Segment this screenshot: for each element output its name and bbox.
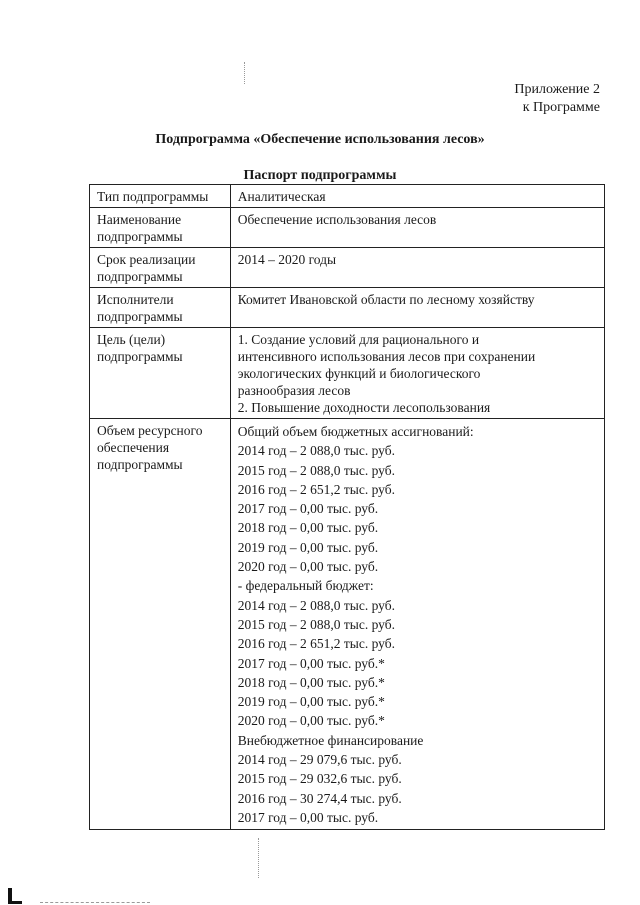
goals-label-line1: Цель (цели) (97, 332, 166, 347)
scan-artifact-dashes (40, 902, 150, 903)
row-goals (90, 328, 605, 419)
funding-line: 2017 год – 0,00 тыс. руб. (237, 501, 379, 517)
funding-line: 2015 год – 2 088,0 тыс. руб. (237, 462, 395, 478)
funding-line: 2014 год – 29 079,6 тыс. руб. (237, 752, 402, 768)
term-label-line2: подпрограммы (97, 269, 183, 284)
name-label-line1: Наименование (97, 212, 182, 227)
goal1-line1: 1. Создание условий для рационального и (237, 332, 480, 347)
funding-line: 2017 год – 0,00 тыс. руб. (237, 809, 379, 825)
funding-line: 2018 год – 0,00 тыс. руб. (237, 520, 379, 536)
row-type (90, 185, 605, 208)
scan-corner-mark-base (8, 901, 22, 904)
goals-value (230, 328, 604, 419)
goals-label (90, 328, 231, 419)
funding-label (90, 419, 231, 830)
executors-label-line1: Исполнители (97, 292, 174, 307)
funding-label-line2: обеспечения (97, 440, 170, 455)
row-funding (90, 419, 605, 830)
annex-line2: к Программе (522, 100, 600, 115)
executors-label (90, 288, 231, 328)
row-name (90, 208, 605, 248)
executors-value: Комитет Ивановской области по лесному хозяйству (230, 288, 604, 328)
goal1-line2: интенсивного использования лесов при сохранении (237, 349, 536, 364)
annex-label (514, 81, 600, 117)
scan-artifact-top (244, 62, 245, 84)
name-label-line2: подпрограммы (97, 229, 183, 244)
goals-label-line2: подпрограммы (97, 349, 183, 364)
scan-artifact-bottom (258, 838, 259, 878)
type-value: Аналитическая (230, 185, 604, 208)
term-label-line1: Срок реализации (97, 252, 196, 267)
funding-line: 2020 год – 0,00 тыс. руб. (237, 559, 379, 575)
funding-line: Общий объем бюджетных ассигнований: (237, 424, 474, 439)
funding-label-line1: Объем ресурсного (97, 423, 203, 438)
passport-table (89, 184, 605, 830)
type-label: Тип подпрограммы (90, 185, 231, 208)
funding-line: 2020 год – 0,00 тыс. руб.* (237, 713, 385, 729)
funding-line: 2016 год – 30 274,4 тыс. руб. (237, 790, 402, 806)
funding-line: 2019 год – 0,00 тыс. руб.* (237, 694, 385, 710)
funding-line: 2015 год – 29 032,6 тыс. руб. (237, 771, 402, 787)
funding-line: 2017 год – 0,00 тыс. руб.* (237, 655, 385, 671)
name-value: Обеспечение использования лесов (230, 208, 604, 248)
row-executors (90, 288, 605, 328)
funding-line: 2015 год – 2 088,0 тыс. руб. (237, 616, 395, 632)
term-label (90, 248, 231, 288)
term-value: 2014 – 2020 годы (230, 248, 604, 288)
funding-value (230, 419, 604, 830)
funding-label-line3: подпрограммы (97, 457, 183, 472)
funding-line: Внебюджетное финансирование (237, 732, 424, 748)
goal2: 2. Повышение доходности лесопользования (237, 400, 491, 415)
funding-line: 2014 год – 2 088,0 тыс. руб. (237, 597, 395, 613)
funding-line: 2016 год – 2 651,2 тыс. руб. (237, 481, 395, 497)
name-label (90, 208, 231, 248)
funding-line: - федеральный бюджет: (237, 578, 374, 594)
passport-title: Паспорт подпрограммы (243, 168, 397, 183)
goal1-line4: разнообразия лесов (237, 383, 351, 398)
funding-line: 2014 год – 2 088,0 тыс. руб. (237, 443, 395, 459)
goal1-line3: экологических функций и биологического (237, 366, 481, 381)
funding-line: 2018 год – 0,00 тыс. руб.* (237, 674, 385, 690)
row-term (90, 248, 605, 288)
executors-label-line2: подпрограммы (97, 309, 183, 324)
funding-line: 2016 год – 2 651,2 тыс. руб. (237, 636, 395, 652)
annex-line1: Приложение 2 (514, 82, 600, 97)
subprogram-title: Подпрограмма «Обеспечение использования лесов» (155, 132, 485, 147)
funding-line: 2019 год – 0,00 тыс. руб. (237, 539, 379, 555)
